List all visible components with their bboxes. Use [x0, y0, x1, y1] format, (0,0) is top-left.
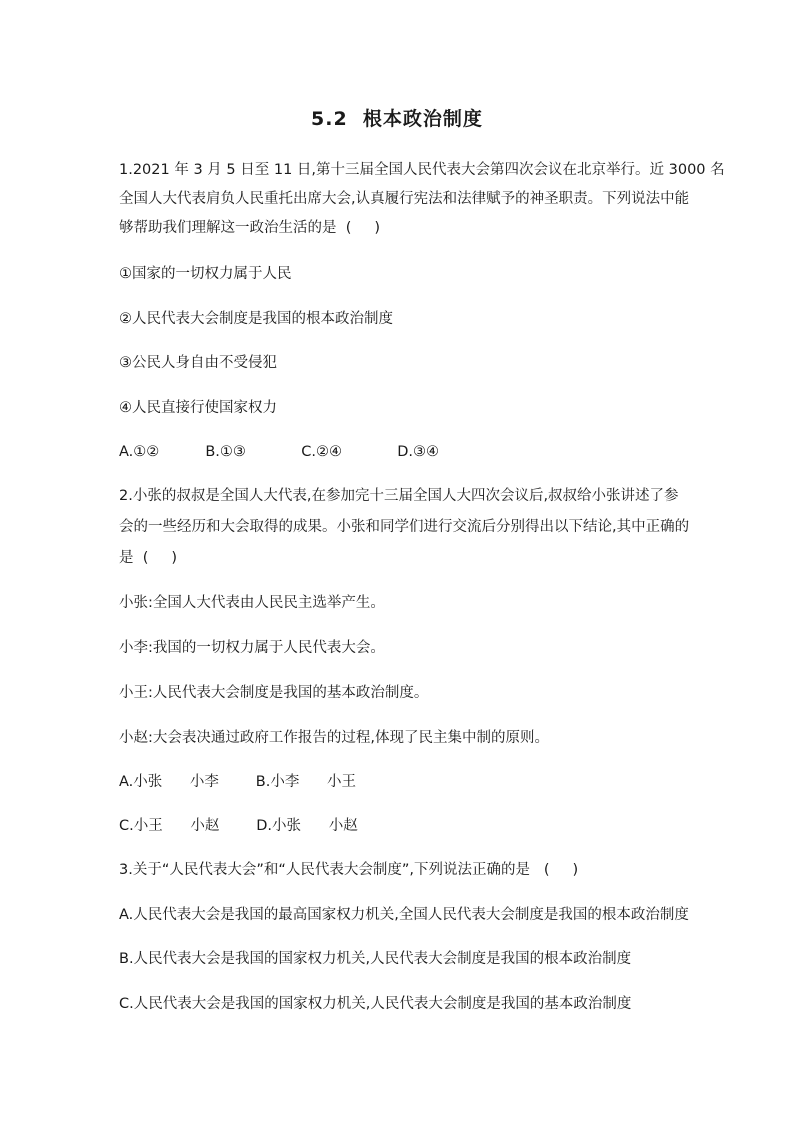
- q2-stem-line-2: 会的一些经历和大会取得的成果。小张和同学们进行交流后分别得出以下结论,其中正确的: [119, 519, 690, 535]
- q1-stem-line-1: 1.2021 年 3 月 5 日至 11 日,第十三届全国人民代表大会第四次会议在北京举行。近 3000 名: [119, 162, 725, 178]
- q2-stem-line-1: 2.小张的叔叔是全国人大代表,在参加完十三届全国人大四次会议后,叔叔给小张讲述了参: [119, 488, 679, 504]
- q3-option-a: A.人民代表大会是我国的最高国家权力机关,全国人民代表大会制度是我国的根本政治制度: [119, 907, 689, 923]
- q1-statement-4: ④人民直接行使国家权力: [119, 400, 277, 416]
- q1-statement-1: ①国家的一切权力属于人民: [119, 266, 292, 282]
- q2-statement-1: 小张:全国人大代表由人民民主选举产生。: [119, 595, 385, 611]
- q2-options-row-2: C.小王 小赵 D.小张 小赵: [119, 818, 358, 834]
- q3-option-c: C.人民代表大会是我国的国家权力机关,人民代表大会制度是我国的基本政治制度: [119, 996, 632, 1012]
- page-title: 5.2 根本政治制度: [311, 108, 483, 130]
- q3-stem: 3.关于“人民代表大会”和“人民代表大会制度”,下列说法正确的是 ( ): [119, 862, 579, 878]
- q1-options: A.①② B.①③ C.②④ D.③④: [119, 444, 440, 460]
- q2-options-row-1: A.小张 小李 B.小李 小王: [119, 774, 357, 790]
- q2-statement-4: 小赵:大会表决通过政府工作报告的过程,体现了民主集中制的原则。: [119, 730, 549, 746]
- q2-statement-2: 小李:我国的一切权力属于人民代表大会。: [119, 640, 385, 656]
- q1-statement-3: ③公民人身自由不受侵犯: [119, 355, 277, 371]
- q1-stem-line-2: 全国人大代表肩负人民重托出席大会,认真履行宪法和法律赋予的神圣职责。下列说法中能: [119, 191, 690, 207]
- q2-stem-line-3: 是 ( ): [119, 550, 178, 566]
- q2-statement-3: 小王:人民代表大会制度是我国的基本政治制度。: [119, 685, 429, 701]
- q3-option-b: B.人民代表大会是我国的国家权力机关,人民代表大会制度是我国的根本政治制度: [119, 951, 632, 967]
- q1-statement-2: ②人民代表大会制度是我国的根本政治制度: [119, 311, 393, 327]
- q1-stem-line-3: 够帮助我们理解这一政治生活的是 ( ): [119, 220, 381, 236]
